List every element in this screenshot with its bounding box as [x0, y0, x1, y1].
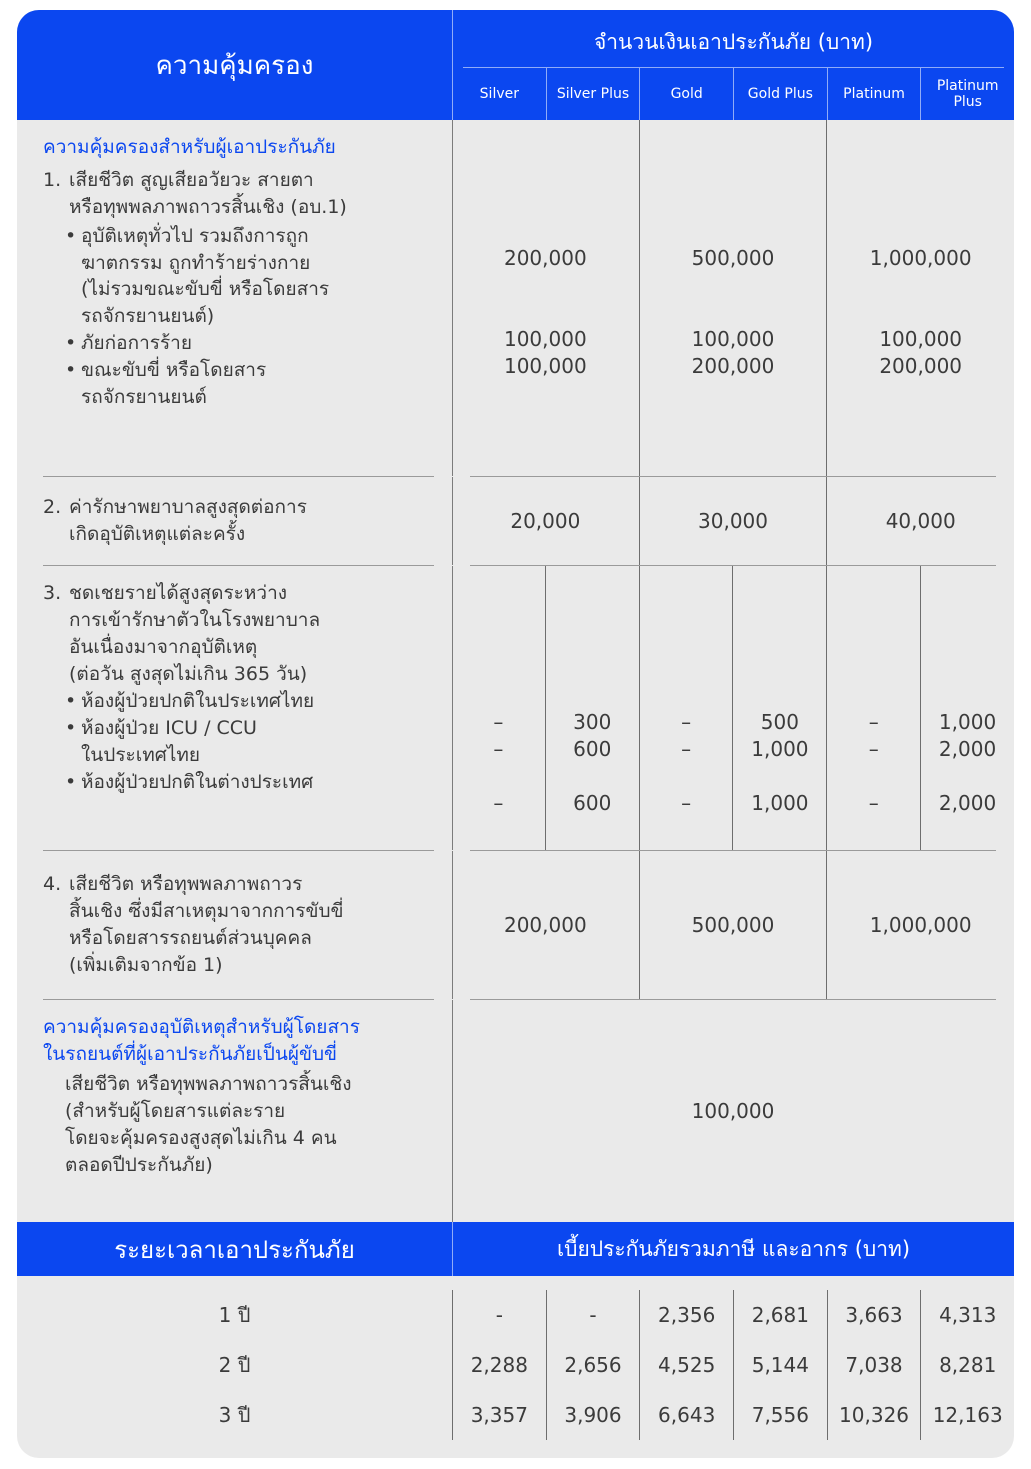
plan-header-gold-plus[interactable]: Gold Plus — [733, 68, 827, 120]
premium-3y-gold: 6,643 — [639, 1390, 733, 1440]
plan-header-silver-plus[interactable]: Silver Plus — [546, 68, 640, 120]
section-item-1 — [17, 120, 1014, 476]
item-1-values-gold-group — [639, 120, 827, 476]
passenger-heading-line-1: ความคุ้มครองอุบัติเหตุสำหรับผู้โดยสาร — [43, 1016, 360, 1038]
bullet-icon: • — [65, 359, 77, 382]
item-3-sub-3-value-silver-plus: 600 — [573, 790, 612, 815]
premium-period-1: 1 ปี — [218, 1303, 251, 1327]
premium-period-2: 2 ปี — [218, 1353, 251, 1377]
table-header — [17, 10, 1014, 120]
item-1-title-line-1: เสียชีวิต สูญเสียอวัยวะ สายตา — [69, 168, 314, 191]
plan-header-platinum[interactable]: Platinum — [827, 68, 921, 120]
section-item-3 — [17, 566, 1014, 850]
item-4-values — [452, 851, 1014, 999]
passenger-body-line-2: (สำหรับผู้โดยสารแต่ละราย — [65, 1100, 286, 1123]
sum-insured-title: จำนวนเงินเอาประกันภัย (บาท) — [463, 18, 1004, 68]
item-3-sub-1-line-1: ห้องผู้ป่วยปกติในประเทศไทย — [81, 689, 315, 712]
item-3-sub-3-value-gold: – — [681, 790, 692, 815]
item-1-sub-1-line-1: อุบัติเหตุทั่วไป รวมถึงการถูก — [81, 224, 309, 247]
plan-header-silver[interactable]: Silver — [479, 85, 519, 102]
item-3-sub-2-line-1: ห้องผู้ป่วย ICU / CCU — [81, 716, 257, 739]
premium-1y-silver: - — [452, 1290, 546, 1340]
item-1-sub-2-line-1: ภัยก่อการร้าย — [81, 332, 192, 355]
item-3-sub-3-value-silver: – — [493, 790, 504, 815]
insurance-coverage-card — [17, 10, 1014, 1458]
premium-3y-gold-plus: 7,556 — [733, 1390, 827, 1440]
item-1-sub-1-value-gold: 500,000 — [691, 245, 775, 270]
sum-insured-header-group — [452, 10, 1014, 120]
item-3-sub-2-value-silver: – — [493, 736, 504, 761]
premium-2y-gold: 4,525 — [639, 1340, 733, 1390]
item-3-title-line-3: อันเนื่องมาจากอุบัติเหตุ — [69, 635, 258, 658]
passenger-label — [17, 1000, 452, 1222]
item-3-sub-3-value-gold-plus: 1,000 — [751, 790, 809, 815]
passenger-body-line-4: ตลอดปีประกันภัย) — [65, 1154, 213, 1177]
bullet-icon: • — [65, 716, 77, 739]
premium-2y-platinum-plus: 8,281 — [920, 1340, 1014, 1390]
item-4-value-platinum: 1,000,000 — [826, 851, 1014, 999]
item-4-value-silver: 200,000 — [503, 913, 587, 937]
item-3-sub-3-value-platinum-plus: 2,000 — [938, 790, 997, 815]
premium-1y-gold-plus: 2,681 — [733, 1290, 827, 1340]
bullet-icon: • — [65, 689, 77, 712]
premium-row-3-year — [17, 1390, 1014, 1440]
item-3-sub-2-value-platinum: – — [868, 736, 879, 761]
item-1-sub-3-line-2: รถจักรยานยนต์ — [81, 386, 207, 409]
premium-title: เบี้ยประกันภัยรวมภาษี และอากร (บาท) — [452, 1222, 1014, 1276]
item-4-value-gold: 500,000 — [639, 851, 827, 999]
premium-2y-gold-plus: 5,144 — [733, 1340, 827, 1390]
premium-3y-platinum-plus: 12,163 — [920, 1390, 1014, 1440]
item-3-col-gold-plus — [732, 566, 826, 850]
item-3-sub-2-value-gold: – — [681, 736, 692, 761]
coverage-column-header: ความคุ้มครอง — [155, 50, 314, 81]
premium-header — [17, 1222, 1014, 1276]
premium-3y-silver-plus: 3,906 — [546, 1390, 640, 1440]
item-1-sub-2-value-platinum: 100,000 — [879, 326, 963, 351]
item-4-title-line-4: (เพิ่มเติมจากข้อ 1) — [69, 953, 223, 976]
item-2-value-silver: 20,000 — [510, 509, 581, 533]
period-column-header: ระยะเวลาเอาประกันภัย — [114, 1235, 355, 1264]
item-4-title-line-3: หรือโดยสารรถยนต์ส่วนบุคคล — [69, 927, 312, 949]
item-3-sub-1-value-silver: – — [493, 709, 504, 734]
passenger-values — [452, 1000, 1014, 1222]
item-3-title-line-4: (ต่อวัน สูงสุดไม่เกิน 365 วัน) — [69, 662, 308, 685]
item-3-value-grid — [452, 566, 1014, 850]
item-1-values-silver-group — [452, 120, 639, 476]
item-3-sub-1-value-platinum: – — [868, 709, 879, 734]
plan-header-platinum-plus[interactable]: Platinum Plus — [920, 68, 1014, 120]
item-1-values-platinum-group — [826, 120, 1014, 476]
premium-row-2-year — [17, 1340, 1014, 1390]
item-3-sub-2-value-silver-plus: 600 — [573, 736, 612, 761]
premium-3y-silver: 3,357 — [452, 1390, 546, 1440]
item-1-label — [17, 120, 452, 476]
item-3-col-silver-plus — [545, 566, 639, 850]
item-2-value-gold: 30,000 — [639, 477, 827, 565]
item-2-title-line-1: ค่ารักษาพยาบาลสูงสุดต่อการ — [69, 496, 307, 519]
item-3-label — [17, 566, 452, 850]
premium-1y-gold: 2,356 — [639, 1290, 733, 1340]
item-3-number: 3. — [43, 582, 62, 604]
section-item-2 — [17, 477, 1014, 565]
section-passenger-coverage — [17, 1000, 1014, 1222]
premium-1y-silver-plus: - — [546, 1290, 640, 1340]
premium-2y-platinum: 7,038 — [827, 1340, 921, 1390]
item-1-number: 1. — [43, 168, 62, 191]
passenger-value-all-plans: 100,000 — [691, 1099, 775, 1123]
item-1-sub-1-line-2: ฆาตกรรม ถูกทำร้ายร่างกาย — [81, 251, 311, 274]
premium-1y-platinum: 3,663 — [827, 1290, 921, 1340]
item-3-sub-2-line-2: ในประเทศไทย — [81, 743, 201, 766]
item-4-number: 4. — [43, 873, 62, 896]
item-3-sub-1-value-silver-plus: 300 — [573, 709, 612, 734]
bullet-icon: • — [65, 770, 77, 793]
item-1-sub-1-line-4: รถจักรยานยนต์) — [81, 305, 215, 328]
item-1-sub-2-value-silver: 100,000 — [503, 326, 587, 351]
passenger-heading-line-2: ในรถยนต์ที่ผู้เอาประกันภัยเป็นผู้ขับขี่ — [43, 1042, 337, 1065]
item-3-sub-1-value-gold-plus: 500 — [760, 709, 799, 734]
passenger-body-line-1: เสียชีวิต หรือทุพพลภาพถาวรสิ้นเชิง — [65, 1073, 352, 1096]
bullet-icon: • — [65, 332, 77, 355]
item-2-value-platinum: 40,000 — [826, 477, 1014, 565]
item-1-sub-3-value-gold: 200,000 — [691, 353, 775, 378]
item-1-title-line-2: หรือทุพพลภาพถาวรสิ้นเชิง (อบ.1) — [69, 195, 347, 218]
item-4-title-line-1: เสียชีวิต หรือทุพพลภาพถาวร — [69, 873, 303, 896]
plan-header-gold[interactable]: Gold — [639, 68, 733, 120]
item-3-values — [452, 566, 1014, 850]
item-4-title-line-2: สิ้นเชิง ซึ่งมีสาเหตุมาจากการขับขี่ — [69, 900, 344, 923]
item-2-values — [452, 477, 1014, 565]
item-3-col-gold — [639, 566, 733, 850]
section-item-4 — [17, 851, 1014, 999]
passenger-body-line-3: โดยจะคุ้มครองสูงสุดไม่เกิน 4 คน — [65, 1127, 337, 1150]
premium-period-3: 3 ปี — [218, 1403, 251, 1427]
item-1-values — [452, 120, 1014, 476]
item-1-sub-3-line-1: ขณะขับขี่ หรือโดยสาร — [81, 359, 267, 382]
plan-columns — [453, 68, 1014, 120]
item-1-sub-1-value-platinum: 1,000,000 — [869, 245, 972, 270]
premium-3y-platinum: 10,326 — [827, 1390, 921, 1440]
item-3-sub-3-value-platinum: – — [868, 790, 879, 815]
premium-row-1-year — [17, 1290, 1014, 1340]
item-3-col-platinum-plus — [920, 566, 1014, 850]
premium-2y-silver-plus: 2,656 — [546, 1340, 640, 1390]
item-1-sub-2-value-gold: 100,000 — [691, 326, 775, 351]
item-3-sub-2-value-gold-plus: 1,000 — [751, 736, 809, 761]
item-1-value-grid — [452, 120, 1014, 476]
item-2-label — [17, 477, 452, 565]
item-3-col-silver — [452, 566, 545, 850]
item-2-number: 2. — [43, 496, 62, 519]
item-3-sub-1-value-gold: – — [681, 709, 692, 734]
item-1-sub-3-value-platinum: 200,000 — [879, 353, 963, 378]
insured-coverage-heading: ความคุ้มครองสำหรับผู้เอาประกันภัย — [43, 136, 336, 158]
item-3-sub-3-line-1: ห้องผู้ป่วยปกติในต่างประเทศ — [81, 770, 314, 793]
item-2-title-line-2: เกิดอุบัติเหตุแต่ละครั้ง — [69, 523, 246, 545]
item-3-sub-2-value-platinum-plus: 2,000 — [938, 736, 997, 761]
item-3-col-platinum — [826, 566, 920, 850]
item-3-title-line-1: ชดเชยรายได้สูงสุดระหว่าง — [69, 582, 288, 604]
item-1-sub-1-value-silver: 200,000 — [503, 245, 587, 270]
bullet-icon: • — [65, 224, 77, 247]
premium-1y-platinum-plus: 4,313 — [920, 1290, 1014, 1340]
item-4-label — [17, 851, 452, 999]
item-3-sub-1-value-platinum-plus: 1,000 — [938, 709, 997, 734]
item-1-sub-1-line-3: (ไม่รวมขณะขับขี่ หรือโดยสาร — [81, 278, 330, 301]
item-3-title-line-2: การเข้ารักษาตัวในโรงพยาบาล — [69, 608, 321, 631]
item-1-sub-3-value-silver: 100,000 — [503, 353, 587, 378]
premium-2y-silver: 2,288 — [452, 1340, 546, 1390]
